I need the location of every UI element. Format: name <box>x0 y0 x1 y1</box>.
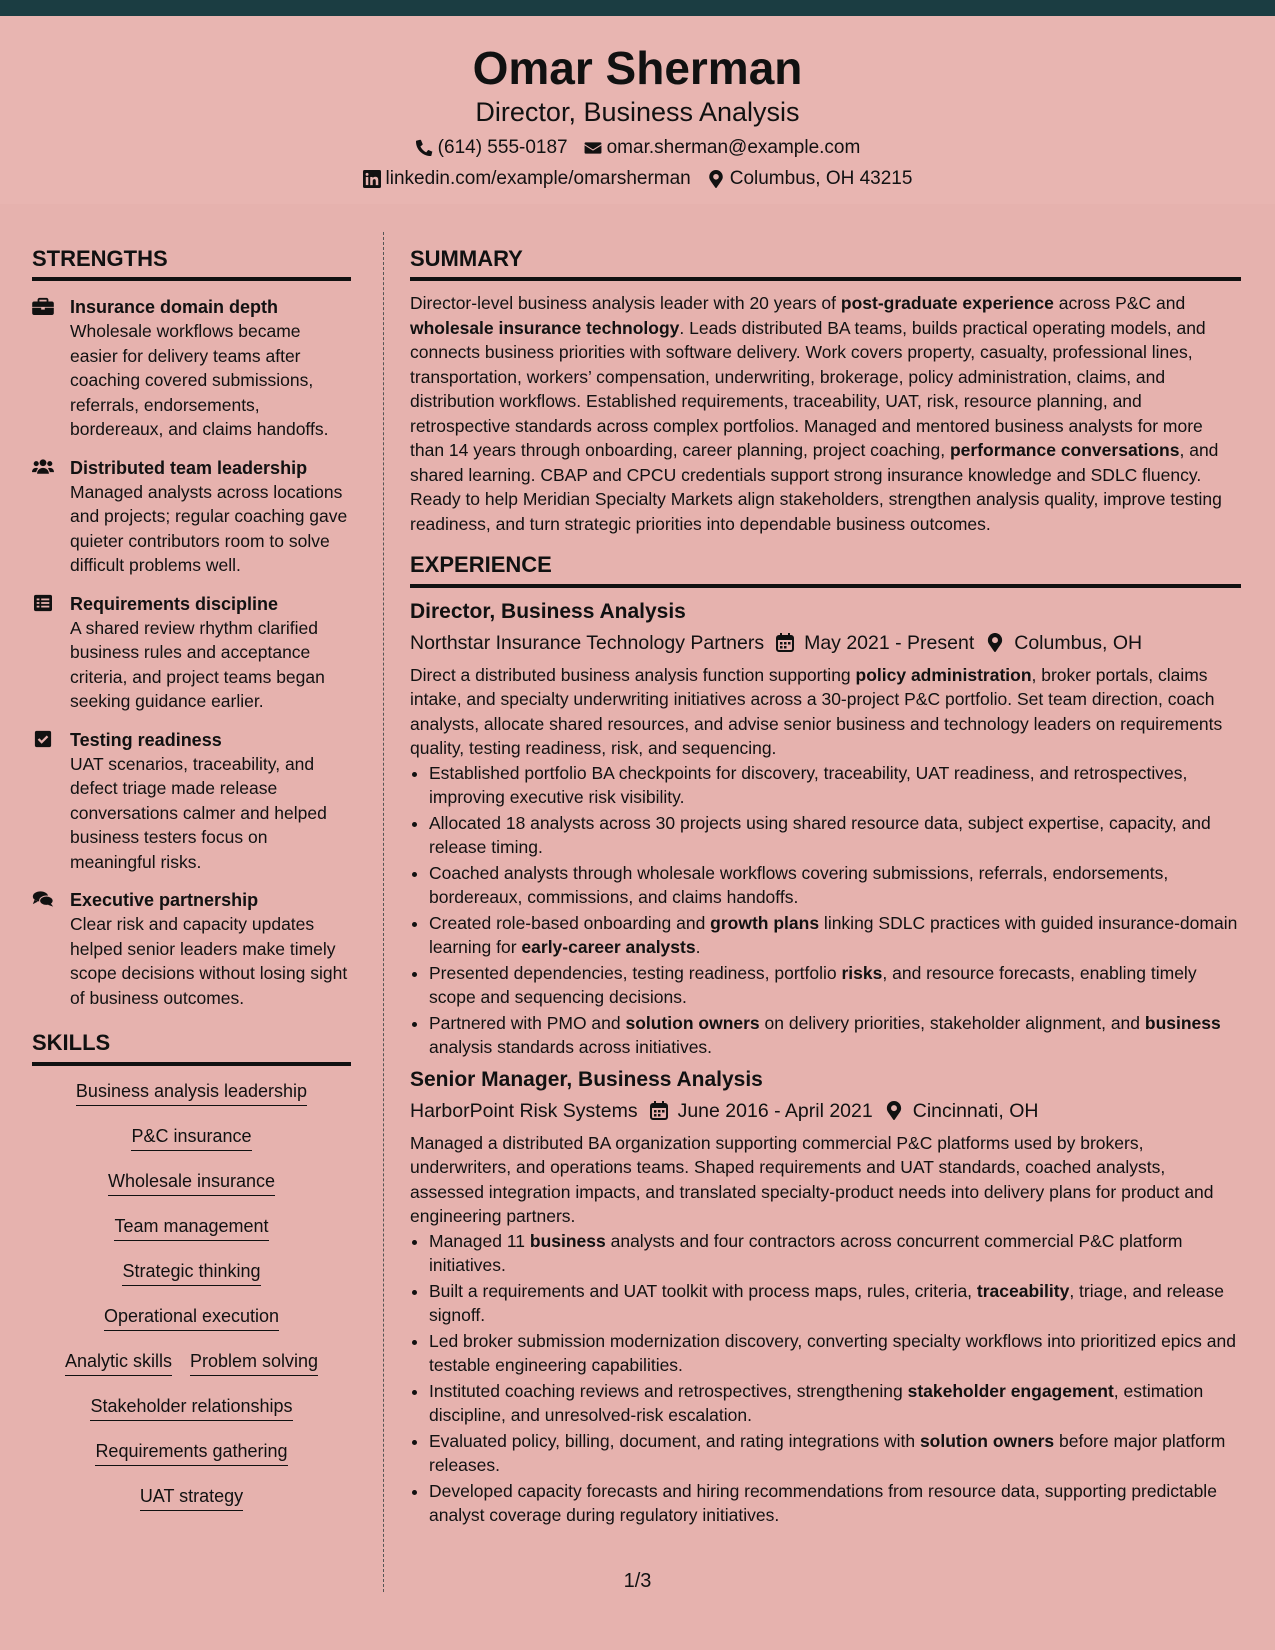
skill-tag: UAT strategy <box>140 1485 243 1511</box>
strength-item <box>32 456 351 578</box>
text-segment: on delivery priorities, stakeholder alignment, and <box>759 1012 1145 1033</box>
map-pin-icon <box>986 633 1004 652</box>
skills-heading: SKILLS <box>32 1030 351 1065</box>
job-location: Cincinnati, OH <box>912 1099 1039 1122</box>
linkedin-url[interactable]: linkedin.com/example/omarsherman <box>385 167 691 189</box>
bullet-item <box>429 1011 1241 1060</box>
strength-description: Wholesale workflows became easier for delivery teams after coaching covered submissions, referrals, endorsements, bordereaux, and claims handoffs. <box>70 321 329 440</box>
briefcase-icon <box>32 297 56 442</box>
envelope-icon <box>584 139 602 157</box>
text-segment: Allocated 18 analysts across 30 projects using shared resource data, subject expertise, capacity, and release timing. <box>429 812 1211 858</box>
skill-tag: Analytic skills <box>65 1350 172 1376</box>
job-dates: May 2021 - Present <box>804 631 975 654</box>
map-pin-icon <box>885 1101 903 1120</box>
strength-description: Managed analysts across locations and projects; regular coaching gave quieter contributors room to solve difficult problems well. <box>70 481 348 576</box>
skill-row <box>32 1350 351 1395</box>
text-segment: Presented dependencies, testing readiness, portfolio <box>429 962 842 983</box>
bold-text: solution owners <box>625 1012 760 1033</box>
skill-tag: Requirements gathering <box>95 1440 287 1466</box>
skill-tag: Team management <box>114 1215 268 1241</box>
job-dates: June 2016 - April 2021 <box>677 1099 873 1122</box>
job-entry <box>410 1066 1241 1528</box>
text-segment: Director-level business analysis leader with 20 years of <box>410 293 841 314</box>
job-title: Senior Manager, Business Analysis <box>410 1067 763 1091</box>
text-segment: , broker portals, claims intake, and specialty underwriting initiatives across a 30-project P&C portfolio. Set team direction, coach analysts, allocate shared resources, and advise senior business and technology leaders on requirements quality, testing readiness, risk, and sequencing. <box>410 664 1223 759</box>
bold-text: solution owners <box>919 1430 1055 1451</box>
bold-text: business <box>529 1230 606 1251</box>
text-segment: Created role-based onboarding and <box>429 912 711 933</box>
linkedin-contact <box>363 168 691 190</box>
skill-row <box>32 1395 351 1440</box>
phone-contact <box>415 137 568 159</box>
strength-title: Executive partnership <box>70 890 259 911</box>
bullet-item <box>429 1379 1241 1428</box>
contact-row-1 <box>0 137 1275 159</box>
skill-row <box>32 1305 351 1350</box>
strength-title: Requirements discipline <box>70 593 279 614</box>
right-column <box>410 246 1241 1534</box>
bold-text: performance conversations <box>949 440 1180 461</box>
location-text: Columbus, OH 43215 <box>729 167 913 189</box>
bold-text: early-career analysts <box>521 937 696 958</box>
skill-tag: Operational execution <box>104 1305 279 1331</box>
strength-description: Clear risk and capacity updates helped senior leaders make timely scope decisions without losing sight of business outcomes. <box>70 914 348 1008</box>
bold-text: stakeholder engagement <box>907 1380 1114 1401</box>
skill-row <box>32 1125 351 1170</box>
top-accent-bar <box>0 0 1275 16</box>
text-segment: Managed a distributed BA organization supporting commercial P&C platforms used by brokers, underwriters, and operations teams. Shaped requirements and UAT standards, coached analysts, assessed integration impacts, and translated specialty-product needs into delivery plans for product and engineering partners. <box>410 1132 1214 1227</box>
job-description <box>410 1131 1241 1229</box>
strength-title: Testing readiness <box>70 729 222 750</box>
text-segment: , triage, and release signoff. <box>429 1280 1224 1326</box>
experience-heading: EXPERIENCE <box>410 552 1241 587</box>
page-number: 1/3 <box>623 1570 652 1592</box>
map-pin-icon <box>707 170 725 188</box>
bullet-item <box>429 1229 1241 1278</box>
job-meta <box>410 1097 1241 1125</box>
linkedin-icon <box>363 170 381 188</box>
checkbox-icon <box>32 730 56 875</box>
job-bullets <box>410 1229 1241 1528</box>
job-meta <box>410 629 1241 657</box>
bullet-item <box>429 761 1241 810</box>
bold-text: traceability <box>976 1280 1070 1301</box>
experience-list <box>410 598 1241 1528</box>
skill-tag: Strategic thinking <box>122 1260 260 1286</box>
text-segment: Coached analysts through wholesale workflows covering submissions, referrals, endorsements, bordereaux, commissions, and claims handoffs. <box>429 862 1169 908</box>
users-icon <box>32 458 56 578</box>
job-description <box>410 663 1241 761</box>
strengths-heading: STRENGTHS <box>32 246 351 281</box>
text-segment: , and resource forecasts, enabling timely scope and sequencing decisions. <box>429 962 1197 1008</box>
skill-row <box>32 1215 351 1260</box>
bold-text: policy administration <box>855 664 1032 685</box>
job-location: Columbus, OH <box>1014 631 1143 654</box>
bullet-item <box>429 1479 1241 1528</box>
bullet-item <box>429 911 1241 960</box>
text-segment: analysts and four contractors across concurrent commercial P&C platform initiatives. <box>429 1230 1183 1276</box>
text-segment: . Leads distributed BA teams, builds practical operating models, and connects business priorities with software delivery. Work covers property, casualty, professional lines, transportation, workers’ compensation, underwriting, brokerage, policy administration, claims, and distribution workflows. Established requirements, traceability, UAT, risk, resource planning, and retrospective standards across complex portfolios. Managed and mentored business analysts for more than 14 years through onboarding, career planning, project coaching, <box>410 317 1206 461</box>
text-segment: . <box>695 937 701 958</box>
strength-title: Insurance domain depth <box>70 297 279 318</box>
strength-description: A shared review rhythm clarified business rules and acceptance criteria, and project teams began seeking guidance earlier. <box>70 617 325 712</box>
text-segment: linking SDLC practices with guided insurance-domain learning for <box>429 912 1238 958</box>
text-segment: Instituted coaching reviews and retrospectives, strengthening <box>429 1380 908 1401</box>
skill-row <box>32 1260 351 1305</box>
text-segment: Direct a distributed business analysis function supporting <box>410 664 856 685</box>
text-segment: Established portfolio BA checkpoints for discovery, traceability, UAT readiness, and retrospectives, improving executive risk visibility. <box>429 762 1188 808</box>
job-title: Director, Business Analysis <box>410 599 686 623</box>
column-divider <box>383 232 384 1592</box>
strengths-list <box>32 295 351 1010</box>
calendar-icon <box>776 633 794 652</box>
company-name: Northstar Insurance Technology Partners <box>410 631 765 654</box>
company-name: HarborPoint Risk Systems <box>410 1099 638 1122</box>
bullet-item <box>429 861 1241 910</box>
candidate-name: Omar Sherman <box>472 42 803 94</box>
skill-row <box>32 1170 351 1215</box>
text-segment: Developed capacity forecasts and hiring recommendations from resource data, supporting predictable analyst coverage during regulatory initiatives. <box>429 1480 1217 1526</box>
skill-tag: Stakeholder relationships <box>90 1395 292 1421</box>
bullet-item <box>429 1429 1241 1478</box>
text-segment: Partnered with PMO and <box>429 1012 626 1033</box>
text-segment: Led broker submission modernization discovery, converting specialty workflows into prioritized epics and testable engineering capabilities. <box>429 1330 1236 1376</box>
location-contact <box>707 168 913 190</box>
bullet-item <box>429 961 1241 1010</box>
text-segment: Built a requirements and UAT toolkit with process maps, rules, criteria, <box>429 1280 977 1301</box>
bullet-item <box>429 811 1241 860</box>
text-segment: before major platform releases. <box>429 1430 1226 1476</box>
bold-text: business <box>1144 1012 1221 1033</box>
comments-icon <box>32 890 56 1010</box>
text-segment: , and shared learning. CBAP and CPCU credentials support strong insurance knowledge and SDLC fluency. Ready to help Meridian Specialty Markets align stakeholders, strengthen analysis quality, improve testing readiness, and turn strategic priorities into dependable business outcomes. <box>410 440 1222 534</box>
bullet-item <box>429 1279 1241 1328</box>
summary-text <box>410 291 1241 536</box>
job-entry <box>410 598 1241 1060</box>
text-segment: across P&C and <box>1053 293 1186 314</box>
skills-list <box>32 1080 351 1530</box>
bold-text: risks <box>841 962 883 983</box>
strength-item <box>32 888 351 1010</box>
bold-text: post-graduate experience <box>840 293 1054 314</box>
strength-item <box>32 592 351 714</box>
list-icon <box>32 594 56 714</box>
email-contact <box>584 137 861 159</box>
strength-item <box>32 295 351 442</box>
skill-row <box>32 1485 351 1530</box>
summary-heading: SUMMARY <box>410 246 1241 281</box>
bullet-item <box>429 1329 1241 1378</box>
text-segment: Managed 11 <box>429 1230 530 1251</box>
text-segment: Evaluated policy, billing, document, and rating integrations with <box>429 1430 920 1451</box>
skill-row <box>32 1080 351 1125</box>
strength-item <box>32 728 351 875</box>
bold-text: wholesale insurance technology <box>410 317 680 338</box>
text-segment: analysis standards across initiatives. <box>429 1037 713 1058</box>
text-segment: , estimation discipline, and unresolved-risk escalation. <box>429 1380 1204 1426</box>
strength-description: UAT scenarios, traceability, and defect triage made release conversations calmer and helped business testers focus on meaningful risks. <box>70 753 327 872</box>
skill-row <box>32 1440 351 1485</box>
job-bullets <box>410 761 1241 1060</box>
skill-tag: Business analysis leadership <box>76 1080 307 1106</box>
calendar-icon <box>650 1101 668 1120</box>
email-address[interactable]: omar.sherman@example.com <box>606 136 861 158</box>
phone-icon <box>415 139 433 157</box>
contact-row-2 <box>0 168 1275 190</box>
skill-tag: P&C insurance <box>131 1125 251 1151</box>
skill-tag: Wholesale insurance <box>108 1170 275 1196</box>
bold-text: growth plans <box>710 912 820 933</box>
skill-tag: Problem solving <box>190 1350 318 1376</box>
phone-number[interactable]: (614) 555-0187 <box>437 136 568 158</box>
candidate-title: Director, Business Analysis <box>475 96 800 127</box>
resume-header <box>0 16 1275 204</box>
strength-title: Distributed team leadership <box>70 457 308 478</box>
left-column <box>32 246 351 1530</box>
